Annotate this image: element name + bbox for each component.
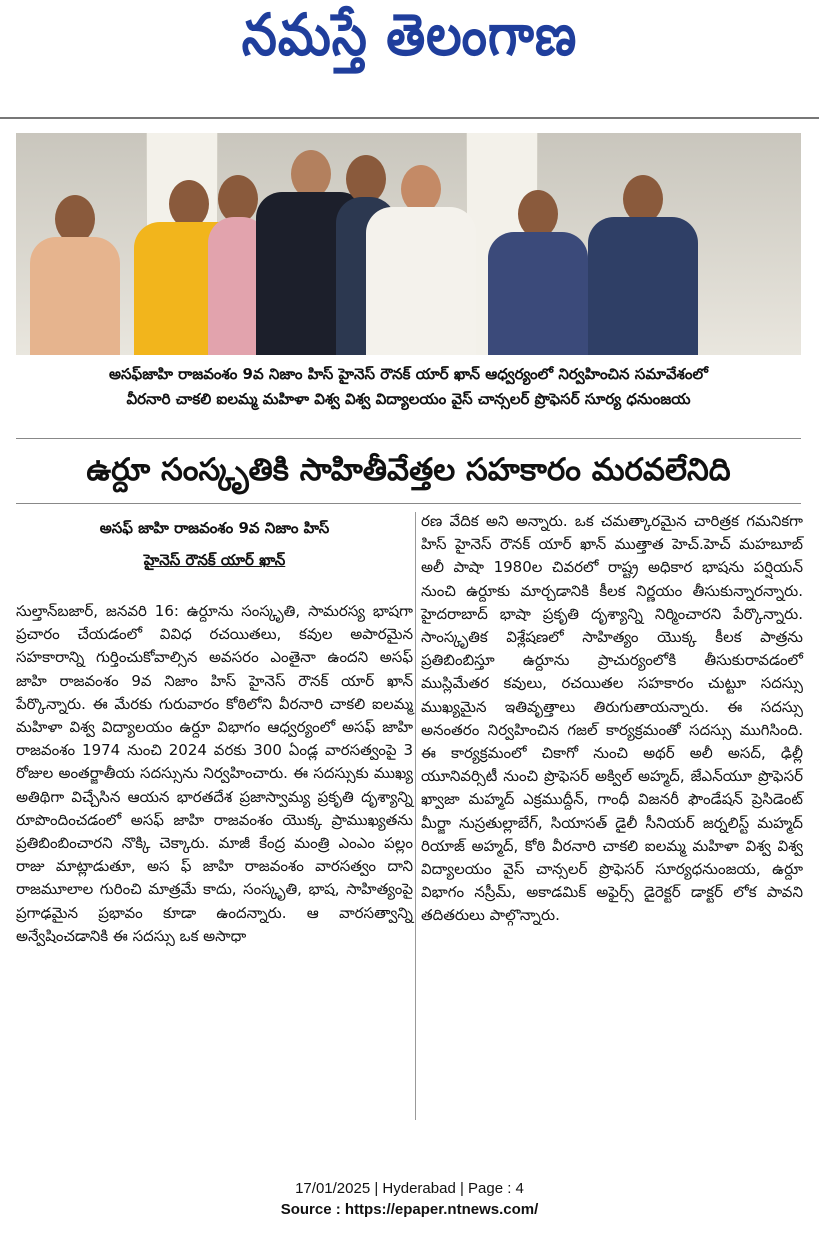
article-column-left: సుల్తాన్‌బజార్, జనవరి 16: ఉర్దూను సంస్కృతి, సామరస్య భాషగా ప్రచారం చేయడంలో వివిధ రచయితలు, కవుల అపారమైన సహకారాన్ని గుర్తించుకోవాల్సిన అవసరం ఎంతైనా ఉందని అసఫ్ జాహి రాజవంశం 9వ నిజాం హిస్ హైనెస్ రౌనక్ యార్ ఖాన్ పేర్కొన్నారు. ఈ మేరకు గురువారం కోఠిలోని వీరనారి చాకలి ఐలమ్మ మహిళా విశ్వ విద్యాలయం ఉర్దూ విభాగం ఆధ్వర్యంలో అసఫ్ జాహి రాజవంశం 1974 నుంచి 2024 వరకు 300 ఏండ్ల వారసత్వంపై 3 రోజుల అంతర్జాతీయ సదస్సును నిర్వహించారు. ఈ సదస్సుకు ముఖ్య అతిథిగా విచ్చేసిన ఆయన భారతదేశ ప్రజాస్వామ్య ప్రకృతి దృశ్యాన్ని రూపొందించడంలో అసఫ్ జాహి రాజవంశం యొక్క ప్రాముఖ్యతను ప్రతిబింబించారని నొక్కి చెక్కారు. మాజీ కేంద్ర మంత్రి ఎంఎం పల్లం రాజు మాట్లాడుతూ, అస ఫ్ జాహి రాజవంశం వారసత్వం దాని రాజమూలాల గురించి మాత్రమే కాదు, సంస్కృతి, భాష, సాహిత్యంపై ప్రగాఢమైన ప్రభావం కూడా ఉందన్నారు. ఆ వారసత్వాన్ని అన్వేషించడానికి ఈ సదస్సు ఒక అసాధా bbox=[16, 602, 413, 945]
caption-line-2: వీరనారి చాకలి ఐలమ్మ మహిళా విశ్వ విశ్వ విద్యాలయం వైస్ చాన్సలర్ ప్రొఫెసర్ సూర్య ధనుంజయ bbox=[126, 390, 691, 408]
caption-line-1: అసఫ్‌జాహి రాజవంశం 9వ నిజాం హిస్ హైనెస్ రౌనక్ యార్ ఖాన్ ఆధ్వర్యంలో నిర్వహించిన సమావేశంలో bbox=[109, 365, 708, 383]
headline: ఉర్దూ సంస్కృతికి సాహితీవేత్తల సహకారం మరవలేనిది bbox=[86, 452, 731, 488]
article-column-right: రణ వేదిక అని అన్నారు. ఒక చమత్కారమైన చారిత్రక గమనికగా హిస్ హైనెస్ రౌనక్ యార్ ఖాన్ ముత్తాత హెచ్.హెచ్ మహబూబ్ అలీ పాషా 1980ల చివరలో రాష్ట్ర అధికార భాషను పర్షియన్ నుంచి ఉర్దూకు మార్చడానికి కీలక నిర్ణయం తీసుకున్నారన్నారు. హైదరాబాద్ భాషా ప్రకృతి దృశ్యాన్ని నిర్మించారని పేర్కొన్నారు. సాంస్కృతిక విశ్లేషణలో సాహిత్యం యొక్క కీలక పాత్రను ప్రతిబింబిస్తూ ఉర్దూను ప్రాచుర్యంలోకి తీసుకురావడంలో ముస్లిమేతర కవులు, రచయితల సహకారం చుట్టూ సదస్సు ముఖ్యమైన ఇతివృత్తాలు తిరుగుతాయన్నారు. ఈ సదస్సు అనంతరం నిర్వహించిన గజల్ కార్యక్రమంతో సదస్సు ముగిసింది. ఈ కార్యక్రమంలో చికాగో నుంచి అథర్ అలీ అసద్, ఢిల్లీ యూనివర్సిటీ నుంచి ప్రొఫెసర్ అక్విల్ అహ్మద్, జేఎన్‌యూ ప్రొఫెసర్ ఖ్వాజా మహ్మద్ ఎక్రముద్దీన్, గాంధీ విజనరీ ఫౌండేషన్ ప్రెసిడెంట్ మీర్జా నుస్రతుల్లాబేగ్, సియాసత్ డైలీ సీనియర్ జర్నలిస్ట్ మహ్మద్ రియాజ్ అహ్మద్, కోఠి వీరనారి చాకలి ఐలమ్మ మహిళా విశ్వ విశ్వ విద్యాలయం వైస్ చాన్సలర్ ప్రొఫెసర్ సూర్యధనుంజయ, ఉర్దూ విభాగం నస్రీమ్, అకాడమిక్ అఫైర్స్ డైరెక్టర్ డాక్టర్ లోక పావని తదితరులు పాల్గొన్నారు. bbox=[421, 512, 803, 925]
subheadline bbox=[16, 512, 413, 576]
footer bbox=[0, 1178, 819, 1220]
person bbox=[488, 190, 588, 355]
group-photo bbox=[16, 133, 801, 355]
divider bbox=[16, 503, 801, 504]
person bbox=[588, 175, 698, 355]
footer-source: Source : https://epaper.ntnews.com/ bbox=[280, 1201, 539, 1218]
column-divider bbox=[415, 512, 416, 1120]
person bbox=[366, 165, 476, 355]
subhead-line-1: అసఫ్ జాహి రాజవంశం 9వ నిజాం హిస్ bbox=[99, 519, 330, 537]
footer-dateline: 17/01/2025 | Hyderabad | Page : 4 bbox=[295, 1180, 524, 1197]
subhead-line-2: హైనెస్ రౌనక్ యార్ ఖాన్ bbox=[143, 551, 286, 569]
masthead-title: నమస్తే తెలంగాణ bbox=[241, 0, 578, 69]
photo-caption bbox=[16, 362, 801, 412]
masthead bbox=[0, 0, 819, 80]
person bbox=[30, 195, 120, 355]
masthead-rule bbox=[0, 117, 819, 119]
divider bbox=[16, 438, 801, 439]
